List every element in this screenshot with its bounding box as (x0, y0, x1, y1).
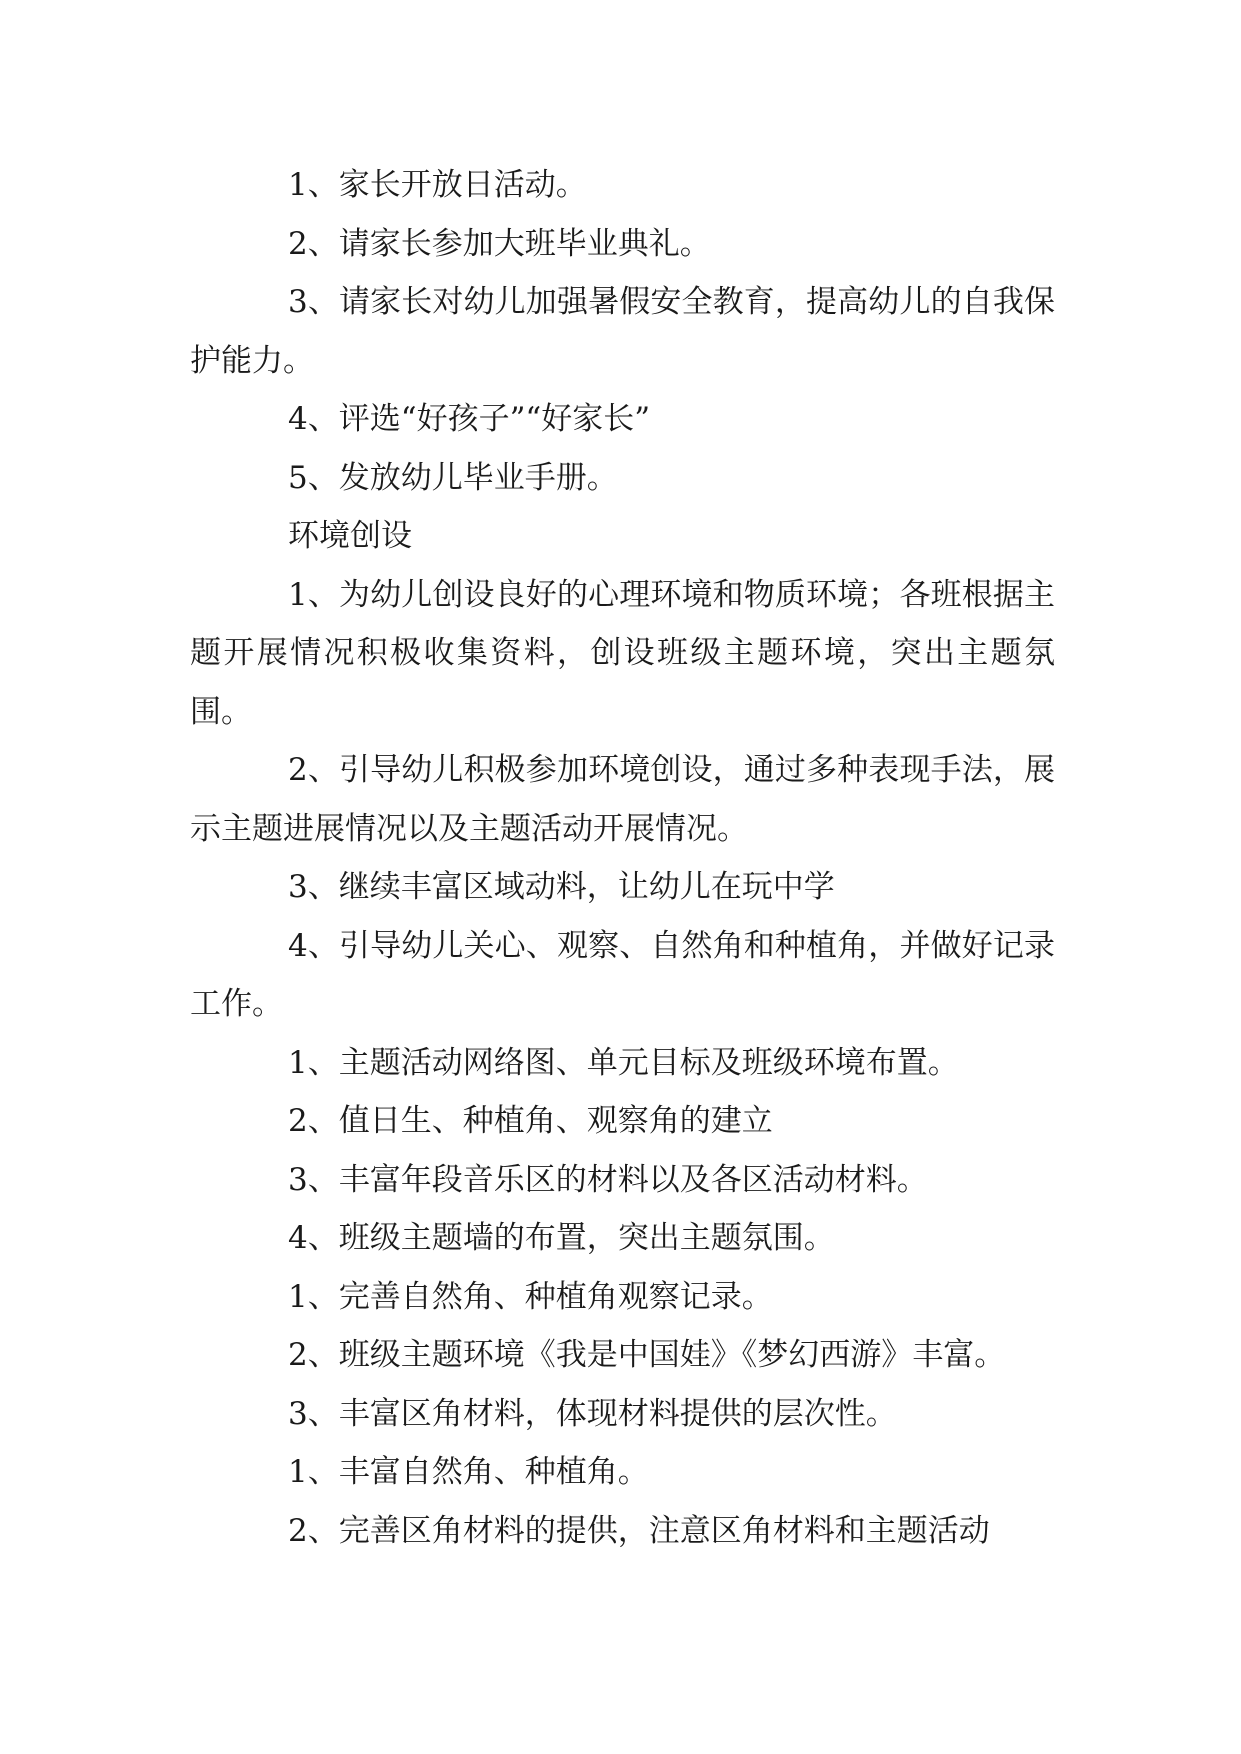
paragraph: 3、丰富区角材料，体现材料提供的层次性。 (288, 1395, 897, 1432)
paragraph: 4、班级主题墙的布置，突出主题氛围。 (288, 1220, 835, 1256)
paragraph: 4、评选“好孩子”“好家长” (288, 401, 651, 437)
paragraph: 2、班级主题环境《我是中国娃》《梦幻西游》丰富。 (288, 1337, 1006, 1373)
paragraph: 1、主题活动网络图、单元目标及班级环境布置。 (288, 1044, 959, 1081)
paragraph: 4、引导幼儿关心、观察、自然角和种植角，并做好记录工作。 (190, 927, 1055, 1022)
paragraph: 2、引导幼儿积极参加环境创设，通过多种表现手法，展示主题进展情况以及主题活动开展情况。 (190, 752, 1055, 847)
paragraph: 1、为幼儿创设良好的心理环境和物质环境；各班根据主题开展情况积极收集资料，创设班级主题环境，突出主题氛围。 (190, 576, 1055, 730)
paragraph: 3、继续丰富区域动料，让幼儿在玩中学 (288, 869, 835, 905)
document-body (190, 156, 1055, 1560)
paragraph: 1、完善自然角、种植角观察记录。 (288, 1278, 773, 1315)
paragraph: 2、完善区角材料的提供，注意区角材料和主题活动 (288, 1512, 990, 1549)
paragraph: 1、丰富自然角、种植角。 (288, 1454, 649, 1490)
section-heading: 环境创设 (288, 518, 412, 554)
paragraph: 2、值日生、种植角、观察角的建立 (288, 1103, 773, 1139)
paragraph: 3、请家长对幼儿加强暑假安全教育，提高幼儿的自我保护能力。 (190, 284, 1055, 379)
paragraph: 2、请家长参加大班毕业典礼。 (288, 225, 711, 262)
paragraph: 5、发放幼儿毕业手册。 (288, 459, 618, 496)
paragraph: 3、丰富年段音乐区的材料以及各区活动材料。 (288, 1161, 928, 1198)
paragraph: 1、家长开放日活动。 (288, 167, 587, 203)
